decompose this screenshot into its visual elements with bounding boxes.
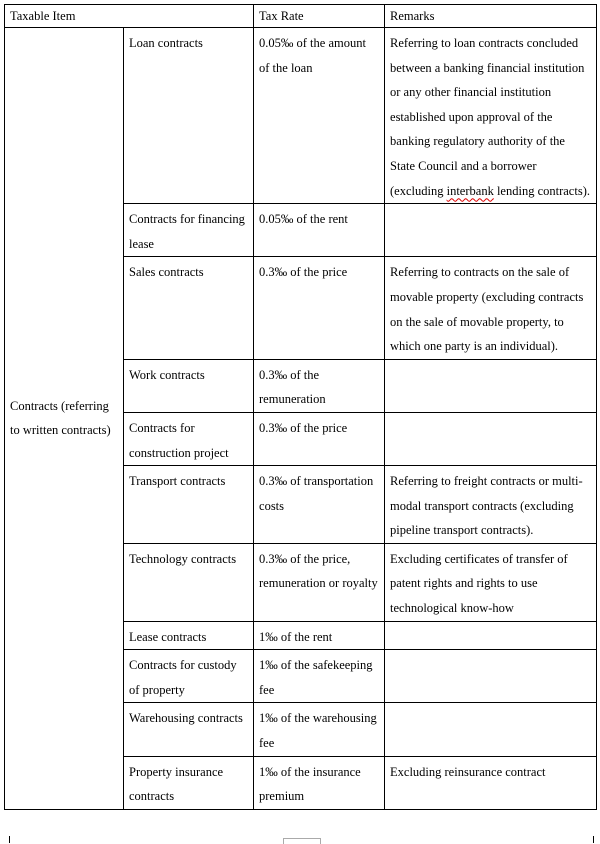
remarks-cell bbox=[385, 412, 597, 465]
remarks-cell bbox=[385, 650, 597, 703]
item-cell: Lease contracts bbox=[124, 621, 254, 650]
remarks-text: lending contracts). bbox=[493, 183, 590, 198]
header-row bbox=[5, 5, 597, 28]
remarks-cell bbox=[385, 28, 597, 204]
remarks-text: Referring to loan contracts concluded between a banking financial institution or any other financial institution established upon approval of the banking regulatory authority of the State Council and a borrower (excluding bbox=[390, 36, 585, 198]
tax-rate-table bbox=[4, 4, 597, 810]
item-cell: Work contracts bbox=[124, 359, 254, 412]
table-row bbox=[5, 28, 597, 204]
rate-cell: 0.3‰ of transportation costs bbox=[254, 466, 385, 544]
item-cell: Technology contracts bbox=[124, 543, 254, 621]
rate-cell: 1‰ of the insurance premium bbox=[254, 756, 385, 809]
rate-cell: 1‰ of the rent bbox=[254, 621, 385, 650]
item-cell: Sales contracts bbox=[124, 257, 254, 359]
remarks-cell bbox=[385, 621, 597, 650]
remarks-cell: Referring to freight contracts or multi-modal transport contracts (excluding pipeline transport contracts). bbox=[385, 466, 597, 544]
rate-cell: 0.05‰ of the rent bbox=[254, 204, 385, 257]
rate-cell: 0.3‰ of the price, remuneration or royalty bbox=[254, 543, 385, 621]
item-cell: Property insurance contracts bbox=[124, 756, 254, 809]
remarks-cell: Excluding reinsurance contract bbox=[385, 756, 597, 809]
rate-cell: 1‰ of the warehousing fee bbox=[254, 703, 385, 756]
item-cell: Contracts for construction project bbox=[124, 412, 254, 465]
item-cell: Contracts for financing lease bbox=[124, 204, 254, 257]
header-remarks: Remarks bbox=[385, 5, 597, 28]
remarks-cell bbox=[385, 359, 597, 412]
header-taxable-item: Taxable Item bbox=[5, 5, 254, 28]
remarks-cell: Excluding certificates of transfer of patent rights and rights to use technological know-how bbox=[385, 543, 597, 621]
rate-cell: 0.05‰ of the amount of the loan bbox=[254, 28, 385, 204]
page-edge-marker bbox=[9, 836, 10, 843]
rate-cell: 0.3‰ of the price bbox=[254, 412, 385, 465]
item-cell: Loan contracts bbox=[124, 28, 254, 204]
item-cell: Transport contracts bbox=[124, 466, 254, 544]
spellcheck-flagged-word: interbank bbox=[446, 183, 494, 198]
remarks-cell bbox=[385, 703, 597, 756]
remarks-cell: Referring to contracts on the sale of movable property (excluding contracts on the sale of movable property, to which one party is an individual). bbox=[385, 257, 597, 359]
rate-cell: 0.3‰ of the remuneration bbox=[254, 359, 385, 412]
category-cell: Contracts (referring to written contracts) bbox=[5, 28, 124, 810]
header-tax-rate: Tax Rate bbox=[254, 5, 385, 28]
remarks-cell bbox=[385, 204, 597, 257]
item-cell: Contracts for custody of property bbox=[124, 650, 254, 703]
column-resize-marker bbox=[283, 838, 321, 844]
rate-cell: 1‰ of the safekeeping fee bbox=[254, 650, 385, 703]
item-cell: Warehousing contracts bbox=[124, 703, 254, 756]
rate-cell: 0.3‰ of the price bbox=[254, 257, 385, 359]
page-edge-marker bbox=[593, 836, 594, 843]
